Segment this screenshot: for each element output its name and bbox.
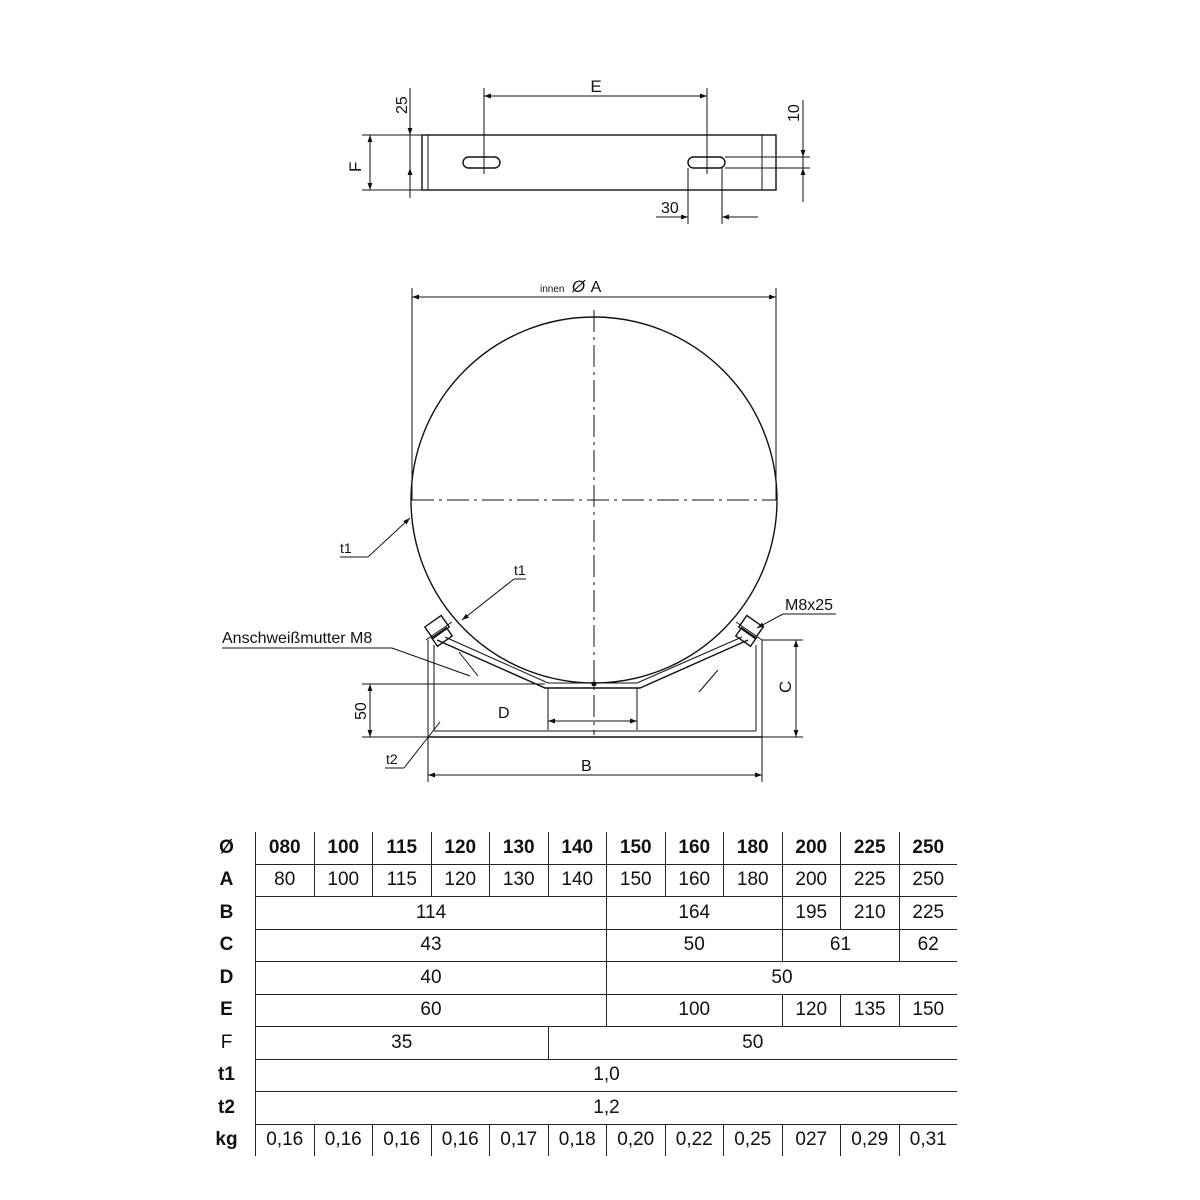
label-t2: t2 bbox=[386, 751, 398, 767]
table-cell: 50 bbox=[607, 929, 783, 962]
table-cell: 140 bbox=[548, 864, 607, 897]
row-header: F bbox=[220, 1031, 233, 1053]
table-row bbox=[198, 929, 957, 962]
table-cell: 115 bbox=[373, 864, 432, 897]
row-header: t1 bbox=[218, 1064, 235, 1086]
table-cell: 100 bbox=[314, 832, 373, 864]
table-row bbox=[198, 962, 957, 995]
table-cell: 225 bbox=[841, 832, 900, 864]
table-cell: 195 bbox=[782, 897, 841, 930]
dim-a-label: innen Ø A bbox=[540, 277, 602, 296]
table-cell: 0,20 bbox=[607, 1124, 666, 1156]
table-cell: 160 bbox=[665, 832, 724, 864]
table-cell: 114 bbox=[256, 897, 607, 930]
dimension-table bbox=[198, 832, 957, 1156]
table-cell: 0,16 bbox=[431, 1124, 490, 1156]
dim-d-label: D bbox=[498, 705, 510, 722]
table-cell: 0,22 bbox=[665, 1124, 724, 1156]
table-cell: 150 bbox=[607, 864, 666, 897]
table-cell: 0,31 bbox=[899, 1124, 957, 1156]
dim-10-label: 10 bbox=[786, 104, 803, 122]
dim-e-label: E bbox=[590, 77, 602, 96]
table-row bbox=[198, 1059, 957, 1092]
table-cell: 0,16 bbox=[373, 1124, 432, 1156]
table-cell: 0,18 bbox=[548, 1124, 607, 1156]
table-cell: 100 bbox=[314, 864, 373, 897]
table-cell: 135 bbox=[841, 994, 900, 1027]
table-cell: 100 bbox=[607, 994, 783, 1027]
row-header: C bbox=[219, 934, 234, 956]
ear-left bbox=[425, 616, 452, 647]
table-cell: 43 bbox=[256, 929, 607, 962]
table-cell: 60 bbox=[256, 994, 607, 1027]
table-cell: 120 bbox=[431, 832, 490, 864]
table-row bbox=[198, 832, 957, 864]
row-header: t2 bbox=[218, 1096, 235, 1118]
table-cell: 61 bbox=[782, 929, 899, 962]
label-weld-nut: Anschweißmutter M8 bbox=[222, 630, 373, 647]
table-cell: 160 bbox=[665, 864, 724, 897]
table-cell: 80 bbox=[256, 864, 315, 897]
table-cell: 250 bbox=[899, 832, 957, 864]
table-row bbox=[198, 1092, 957, 1125]
dim-50-label: 50 bbox=[353, 702, 370, 720]
table-cell: 180 bbox=[724, 864, 783, 897]
table-cell: 40 bbox=[256, 962, 607, 995]
row-header: B bbox=[219, 901, 234, 923]
table-row bbox=[198, 1027, 957, 1060]
table-cell: 180 bbox=[724, 832, 783, 864]
dim-c-label: C bbox=[776, 680, 795, 693]
table-row bbox=[198, 864, 957, 897]
table-cell: 210 bbox=[841, 897, 900, 930]
table-cell: 200 bbox=[782, 864, 841, 897]
row-header: kg bbox=[215, 1129, 238, 1150]
table-cell: 225 bbox=[841, 864, 900, 897]
table-cell: 250 bbox=[899, 864, 957, 897]
row-header: Ø bbox=[219, 837, 234, 858]
table-cell: 62 bbox=[899, 929, 957, 962]
table-row bbox=[198, 994, 957, 1027]
label-t1-left: t1 bbox=[340, 540, 352, 556]
table-cell: 1,0 bbox=[256, 1059, 958, 1092]
dim-b-label: B bbox=[581, 758, 592, 775]
table-cell: 50 bbox=[548, 1027, 957, 1060]
table-row bbox=[198, 897, 957, 930]
label-bolt: M8x25 bbox=[785, 597, 834, 614]
table-cell: 150 bbox=[607, 832, 666, 864]
label-t1-mid: t1 bbox=[514, 562, 526, 578]
table-cell: 0,16 bbox=[314, 1124, 373, 1156]
table-cell: 120 bbox=[782, 994, 841, 1027]
row-header: D bbox=[219, 966, 234, 988]
table-cell: 200 bbox=[782, 832, 841, 864]
table-cell: 0,16 bbox=[256, 1124, 315, 1156]
table-cell: 130 bbox=[490, 832, 549, 864]
slot-left bbox=[463, 157, 500, 168]
row-header: A bbox=[219, 869, 234, 891]
dim-30-label: 30 bbox=[661, 200, 679, 217]
strap-top-view bbox=[346, 77, 810, 224]
table-cell: 140 bbox=[548, 832, 607, 864]
table-cell: 150 bbox=[899, 994, 957, 1027]
table-cell: 1,2 bbox=[256, 1092, 958, 1125]
table-cell: 50 bbox=[607, 962, 958, 995]
table-cell: 35 bbox=[256, 1027, 549, 1060]
dim-f-label: F bbox=[346, 161, 365, 172]
table-row bbox=[198, 1124, 957, 1156]
table-cell: 115 bbox=[373, 832, 432, 864]
bracket-front-view bbox=[222, 277, 836, 782]
table-cell: 225 bbox=[899, 897, 957, 930]
table-cell: 027 bbox=[782, 1124, 841, 1156]
table-cell: 0,17 bbox=[490, 1124, 549, 1156]
table-cell: 0,29 bbox=[841, 1124, 900, 1156]
table-cell: 130 bbox=[490, 864, 549, 897]
table-cell: 0,25 bbox=[724, 1124, 783, 1156]
table-cell: 164 bbox=[607, 897, 783, 930]
dim-25-label: 25 bbox=[394, 96, 411, 114]
row-header: E bbox=[220, 999, 233, 1021]
ear-right bbox=[736, 616, 763, 647]
table-cell: 120 bbox=[431, 864, 490, 897]
table-cell: 080 bbox=[256, 832, 315, 864]
